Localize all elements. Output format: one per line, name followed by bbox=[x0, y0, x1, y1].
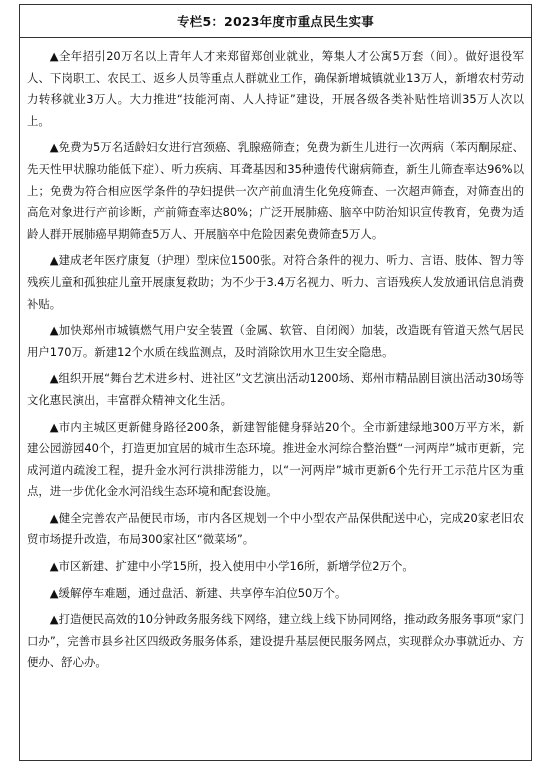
paragraph-fitness-greening: ▲市内主城区更新健身路径200条，新建智能健身驿站20个。全市新建绿地300万平方米，新建公园游园40个，打造更加宜居的城市生态环境。推进金水河综合整治暨“一河两岸”城市更新，完成河道内疏浚工程，提升金水河行洪排涝能力，以“一河两岸”城市更新6个先行开工示范片区为重点，进一步优化金水河沿线生态环境和配套设施。 bbox=[27, 419, 524, 499]
paragraph-gas-water-safety: ▲加快郑州市城镇燃气用户安全装置（金属、软管、自闭阀）加装，改造既有管道天然气居民用户170万。新建12个水质在线监测点，及时消除饮用水卫生安全隐患。 bbox=[27, 323, 524, 359]
paragraph-schools: ▲市区新建、扩建中小学15所，投入使用中小学16所，新增学位2万个。 bbox=[49, 559, 414, 574]
paragraph-health-screening: ▲免费为5万名适龄妇女进行宫颈癌、乳腺癌筛查；免费为新生儿进行一次两病（苯丙酮尿症、先天性甲状腺功能低下症）、听力疾病、耳聋基因和35种遗传代谢病筛查，新生儿筛查率达96%以上；免费为符合相应医学条件的孕妇提供一次产前血清生化免疫筛查、一次超声筛查，对筛查出的高危对象进行产前诊断，产前筛查率达80%；广泛开展肺癌、脑卒中防治知识宣传教育，免费为适龄人群开展肺癌早期筛查5万人、开展脑卒中危险因素免费筛查5万人。 bbox=[27, 140, 524, 241]
paragraph-employment: ▲全年招引20万名以上青年人才来郑留郑创业就业，筹集人才公寓5万套（间）。做好退役军人、下岗职工、农民工、返乡人员等重点人群就业工作，确保新增城镇就业13万人，新增农村劳动力转移就业3万人。大力推进“技能河南、人人持证”建设，开展各级各类补贴性培训35万人次以上。 bbox=[27, 49, 524, 128]
paragraph-government-services: ▲打造便民高效的10分钟政务服务线下网络，建立线上线下协同网络，推动政务服务事项“家门口办”，完善市县乡社区四级政务服务体系，建设提升基层便民服务网点，实现群众办事就近办、方便办、舒心办。 bbox=[27, 612, 524, 670]
box-title: 专栏5：2023年度市重点民生实事 bbox=[20, 5, 531, 38]
feature-box bbox=[19, 4, 532, 761]
paragraph-farm-markets: ▲健全完善农产品便民市场，市内各区规划一个中小型农产品保供配送中心，完成20家老旧农贸市场提升改造，布局300家社区“微菜场”。 bbox=[27, 510, 524, 547]
paragraph-culture: ▲组织开展“舞台艺术进乡村、进社区”文艺演出活动1200场、郑州市精品剧目演出活动30场等文化惠民演出，丰富群众精神文化生活。 bbox=[27, 371, 524, 407]
paragraph-elderly-disability-care: ▲建成老年医疗康复（护理）型床位1500张。对符合条件的视力、听力、言语、肢体、智力等残疾儿童和孤独症儿童开展康复救助；为不少于3.4万名视力、听力、言语残疾人发放通讯信息消费补贴。 bbox=[27, 253, 524, 311]
paragraph-parking: ▲缓解停车难题，通过盘活、新建、共享停车泊位50万个。 bbox=[49, 585, 347, 600]
box-content bbox=[20, 38, 531, 674]
